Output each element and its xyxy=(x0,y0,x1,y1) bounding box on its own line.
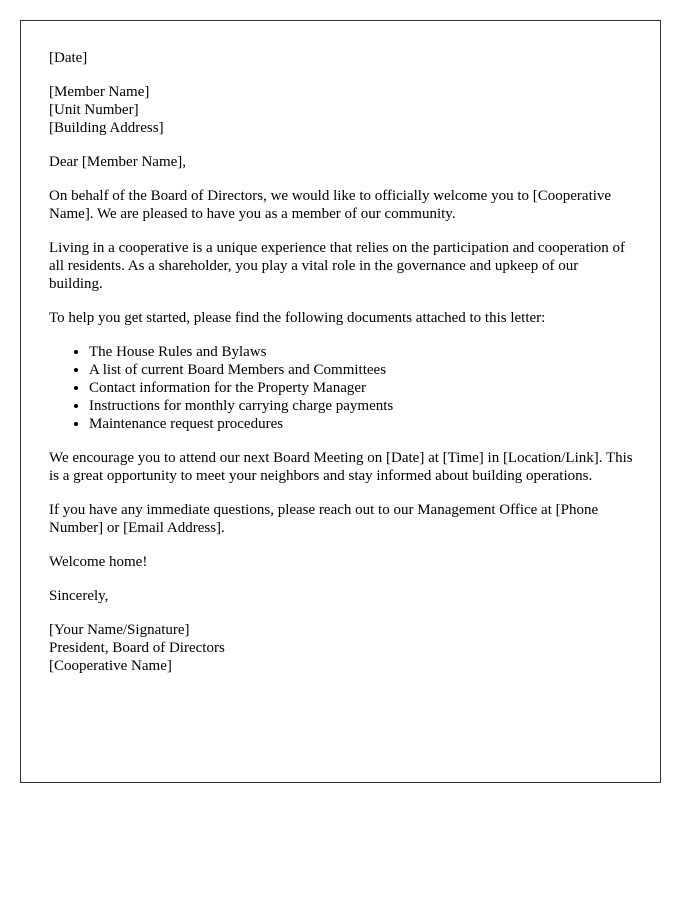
list-item: • Instructions for monthly carrying charge payments xyxy=(89,397,634,415)
recipient-address: [Building Address] xyxy=(49,120,164,136)
signature-name: [Your Name/Signature] xyxy=(49,622,190,638)
list-item: • A list of current Board Members and Committees xyxy=(89,361,634,379)
paragraph-welcome-home: Welcome home! xyxy=(49,554,148,570)
recipient-unit: [Unit Number] xyxy=(49,102,139,118)
list-item: • Contact information for the Property Manager xyxy=(89,379,634,397)
recipient-name: [Member Name] xyxy=(49,84,150,100)
signature-organization: [Cooperative Name] xyxy=(49,658,172,674)
paragraph-documents-intro: To help you get started, please find the following documents attached to this letter: xyxy=(49,310,546,326)
paragraph-questions: If you have any immediate questions, please reach out to our Management Office at [Phone Number] or [Email Address]. xyxy=(49,502,599,536)
list-item: • The House Rules and Bylaws xyxy=(89,343,634,361)
paragraph-cooperative: Living in a cooperative is a unique experience that relies on the participation and cooperation of all residents. As a shareholder, you play a vital role in the governance and upkeep of our building. xyxy=(49,240,626,292)
salutation: Dear [Member Name], xyxy=(49,154,187,170)
letter-date: [Date] xyxy=(49,50,88,66)
documents-list xyxy=(49,343,634,433)
paragraph-meeting: We encourage you to attend our next Board Meeting on [Date] at [Time] in [Location/Link]. This is a great opportunity to meet your neighbors and stay informed about building operations. xyxy=(49,450,633,484)
signature-title: President, Board of Directors xyxy=(49,640,225,656)
closing: Sincerely, xyxy=(49,588,109,604)
paragraph-welcome: On behalf of the Board of Directors, we would like to officially welcome you to [Cooperative Name]. We are pleased to have you as a member of our community. xyxy=(49,188,612,222)
recipient-block xyxy=(49,83,634,137)
letter xyxy=(20,20,661,783)
list-item: • Maintenance request procedures xyxy=(89,415,634,433)
signature-block xyxy=(49,621,634,675)
